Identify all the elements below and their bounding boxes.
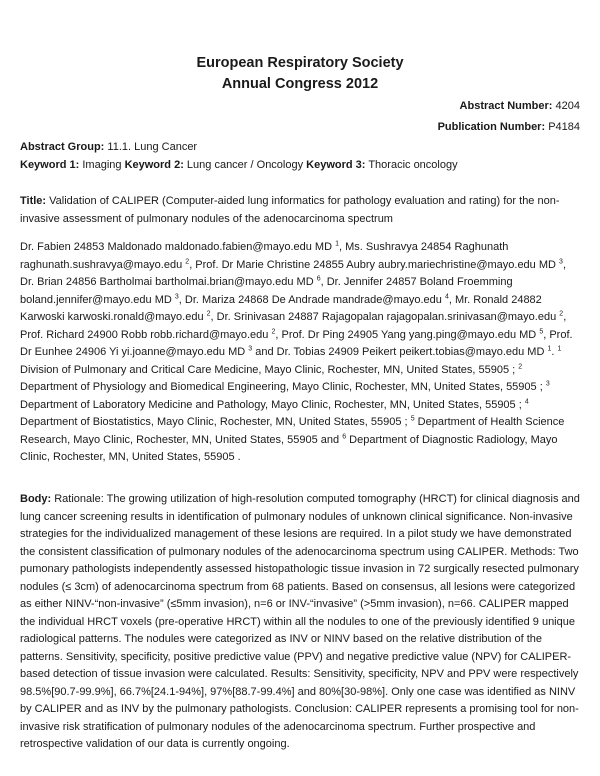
- abstract-number: [460, 100, 580, 112]
- publication-number-label: Publication Number:: [437, 121, 546, 133]
- affiliation-marker: 3: [174, 292, 179, 300]
- affiliation-marker: 1: [557, 345, 562, 353]
- keywords-line: [20, 157, 580, 175]
- keyword1-value: Imaging: [82, 159, 122, 171]
- author-text: and Dr. Tobias 24909 Peikert peikert.tobias@mayo.edu MD: [252, 346, 545, 358]
- author-text: , Dr. Mariza 24868 De Andrade mandrade@mayo.edu: [178, 293, 442, 306]
- keyword3-value: Thoracic oncology: [368, 159, 458, 171]
- affiliation-text: Division of Pulmonary and Critical Care Medicine, Mayo Clinic, Rochester, MN, United States, 55905 ;: [20, 363, 516, 376]
- author-text: , Prof. Dr Eunhee 24906 Yi yi.joanne@mayo.edu MD: [20, 328, 573, 358]
- affiliation-marker: 3: [248, 345, 253, 353]
- affiliation-marker: 4: [524, 397, 529, 405]
- affiliation-marker: 2: [518, 362, 523, 370]
- abstract-group: [20, 139, 580, 157]
- affiliation-marker: 5: [539, 327, 544, 335]
- affiliation-marker: 3: [559, 257, 563, 265]
- author-text: , Prof. Richard 24900 Robb robb.richard@mayo.edu: [20, 311, 567, 341]
- author-text: , Ms. Sushravya 24854 Raghunath raghunath.sushravya@mayo.edu: [20, 241, 509, 271]
- author-text: .: [551, 346, 555, 358]
- author-text: , Prof. Dr Ping 24905 Yang yang.ping@mayo.edu MD: [275, 328, 537, 341]
- affiliation-text: Department of Laboratory Medicine and Pathology, Mayo Clinic, Rochester, MN, United States, 55905 ;: [20, 398, 522, 411]
- publication-number-value: P4184: [548, 121, 580, 133]
- keyword1-label: Keyword 1:: [20, 159, 80, 171]
- title-text: Validation of CALIPER (Computer-aided lung informatics for pathology evaluation and rating) for the non-invasive assessment of pulmonary nodules of the adenocarcinoma spectrum: [20, 195, 560, 225]
- affiliation-marker: 3: [545, 380, 550, 388]
- affiliation-marker: 6: [316, 275, 321, 283]
- affiliation-text: Department of Biostatistics, Mayo Clinic, Rochester, MN, United States, 55905 ;: [20, 416, 408, 428]
- abstract-group-value: 11.1. Lung Cancer: [107, 141, 198, 153]
- authors-affiliations: [20, 239, 580, 467]
- author-text: , Dr. Jennifer 24857 Boland Froemming boland.jennifer@mayo.edu MD: [20, 276, 513, 306]
- body-text: Rationale: The growing utilization of high-resolution computed tomography (HRCT) for clinical diagnosis and lung cancer screening results in identification of pulmonary nodules of unknown clinical significance. Non-invasive strategies for the individualized management of these lesions are required. In a pilot study we have demonstrated the consistent classification of pulmonary nodules of the adenocarcinoma spectrum using CALIPER. Methods: Two pumonary pathologists independently assessed histopathologic tissue invasion in 72 surgically resected pulmonary nodules (≤ 3cm) of adenocarcinoma spectrum from 68 patients. Based on consensus, all lesions were categorized as either NINV-“non-invasive” (≤5mm invasion), n=6 or INV-“invasive” (>5mm invasion), n=66. CALIPER mapped the individual HRCT voxels (pre-operative HRCT) within all the nodules to one of the previously identified 9 unique radiological patterns. The nodules were categorized as INV or NINV based on the relative distribution of the patterns. Sensitivity, specificity, positive predictive value (PPV) and negative predictive value (NPV) for CALIPER-based detection of tissue invasion were calculated. Results: Sensitivity, specificity, NPV and PPV were respectively 98.5%[90.7-99.9%], 66.7%[24.1-94%], 97%[88.7-99.4%] and 80%[30-98%]. Only one case was identified as NINV by CALIPER and as INV by the pulmonary pathologists. Conclusion: CALIPER represents a promising tool for non-invasive risk stratification of pulmonary nodules of the adenocarcinoma spectrum. Further prospective and retrospective validation of our data is currently ongoing.: [20, 493, 580, 750]
- affiliation-marker: 5: [410, 415, 415, 423]
- abstract-title: [20, 193, 580, 228]
- abstract-number-value: 4204: [555, 100, 580, 112]
- affiliation-marker: 1: [335, 240, 339, 248]
- title-label: Title:: [20, 195, 47, 207]
- keyword2-value: Lung cancer / Oncology: [186, 159, 304, 171]
- author-text: , Prof. Dr Marie Christine 24855 Aubry aubry.mariechristine@mayo.edu MD: [189, 258, 556, 271]
- affiliation-marker: 2: [185, 257, 190, 265]
- author-text: , Dr. Srinivasan 24887 Rajagopalan rajagopalan.srinivasan@mayo.edu: [210, 311, 557, 323]
- keyword3-label: Keyword 3:: [306, 159, 366, 171]
- affiliation-marker: 2: [559, 310, 564, 318]
- affiliation-marker: 2: [271, 327, 276, 335]
- affiliation-marker: 2: [206, 310, 211, 318]
- congress-title: European Respiratory Society: [196, 55, 404, 71]
- affiliation-text: Department of Physiology and Biomedical Engineering, Mayo Clinic, Rochester, MN, United States, 55905 ;: [20, 381, 543, 393]
- congress-year: Annual Congress 2012: [221, 76, 379, 92]
- abstract-body: [20, 491, 580, 754]
- affiliation-text: Department of Diagnostic Radiology, Mayo Clinic, Rochester, MN, United States, 55905 .: [20, 433, 558, 463]
- affiliation-text: Department of Health Science Research, Mayo Clinic, Rochester, MN, United States, 55905 and: [20, 416, 565, 446]
- body-label: Body:: [20, 493, 52, 505]
- keyword2-label: Keyword 2:: [124, 159, 184, 171]
- abstract-group-label: Abstract Group:: [20, 141, 105, 153]
- abstract-number-label: Abstract Number:: [459, 100, 553, 112]
- author-text: , Mr. Ronald 24882 Karwoski karwoski.ronald@mayo.edu: [20, 293, 542, 323]
- author-text: , Dr. Brian 24856 Bartholmai bartholmai.brian@mayo.edu MD: [20, 258, 566, 288]
- affiliation-marker: 4: [444, 292, 449, 300]
- publication-number: [438, 121, 580, 133]
- affiliation-marker: 6: [342, 432, 347, 440]
- affiliation-marker: 1: [547, 345, 552, 353]
- author-text: Dr. Fabien 24853 Maldonado maldonado.fabien@mayo.edu MD: [20, 241, 333, 253]
